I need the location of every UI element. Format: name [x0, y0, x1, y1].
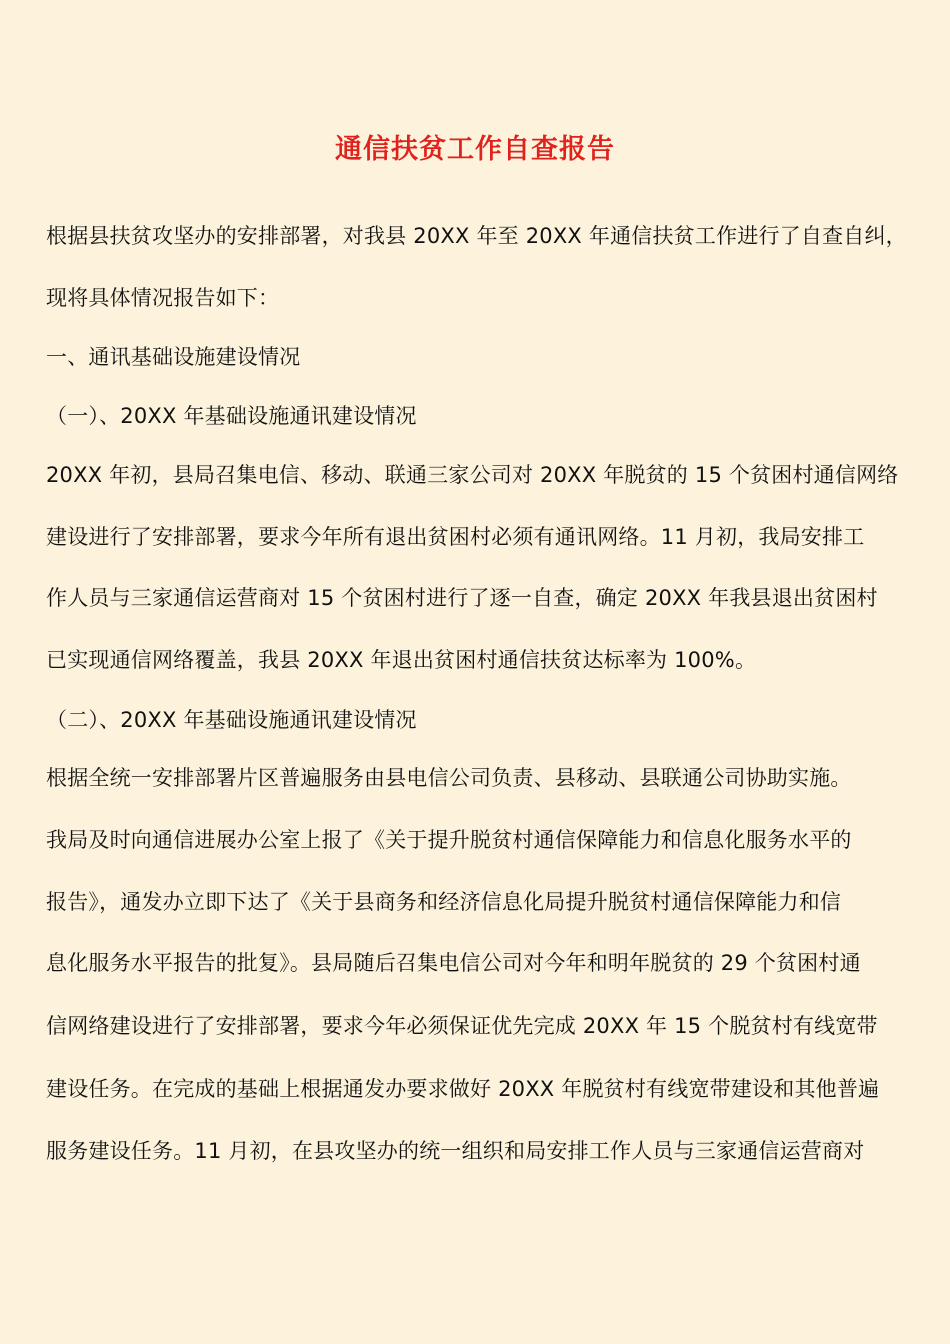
- paragraph-line: 建设任务。在完成的基础上根据通发办要求做好 20XX 年脱贫村有线宽带建设和其他普遍: [46, 1077, 880, 1101]
- subsection-heading: （二）、20XX 年基础设施通讯建设情况: [46, 708, 417, 732]
- section-heading: 一、通讯基础设施建设情况: [46, 345, 301, 369]
- subsection-heading: （一）、20XX 年基础设施通讯建设情况: [46, 404, 417, 428]
- paragraph-line: 息化服务水平报告的批复》。县局随后召集电信公司对今年和明年脱贫的 29 个贫困村通: [46, 951, 861, 975]
- paragraph-line: 已实现通信网络覆盖，我县 20XX 年退出贫困村通信扶贫达标率为 100%。: [46, 648, 757, 672]
- paragraph-line: 信网络建设进行了安排部署，要求今年必须保证优先完成 20XX 年 15 个脱贫村有线宽带: [46, 1014, 878, 1038]
- paragraph-line: 20XX 年初，县局召集电信、移动、联通三家公司对 20XX 年脱贫的 15 个贫困村通信网络: [46, 463, 899, 487]
- paragraph-line: 建设进行了安排部署，要求今年所有退出贫困村必须有通讯网络。11 月初，我局安排工: [46, 525, 865, 549]
- paragraph-line: 根据县扶贫攻坚办的安排部署，对我县 20XX 年至 20XX 年通信扶贫工作进行了自查自纠，: [46, 224, 907, 248]
- paragraph-line: 服务建设任务。11 月初，在县攻坚办的统一组织和局安排工作人员与三家通信运营商对: [46, 1139, 865, 1163]
- paragraph-line: 现将具体情况报告如下：: [46, 286, 280, 310]
- paragraph-line: 根据全统一安排部署片区普遍服务由县电信公司负责、县移动、县联通公司协助实施。: [46, 766, 852, 790]
- document-title: 通信扶贫工作自查报告: [335, 134, 615, 165]
- paragraph-line: 报告》，通发办立即下达了《关于县商务和经济信息化局提升脱贫村通信保障能力和信: [46, 890, 842, 914]
- paragraph-line: 我局及时向通信进展办公室上报了《关于提升脱贫村通信保障能力和信息化服务水平的: [46, 828, 852, 852]
- paragraph-line: 作人员与三家通信运营商对 15 个贫困村进行了逐一自查，确定 20XX 年我县退出贫困村: [46, 586, 878, 610]
